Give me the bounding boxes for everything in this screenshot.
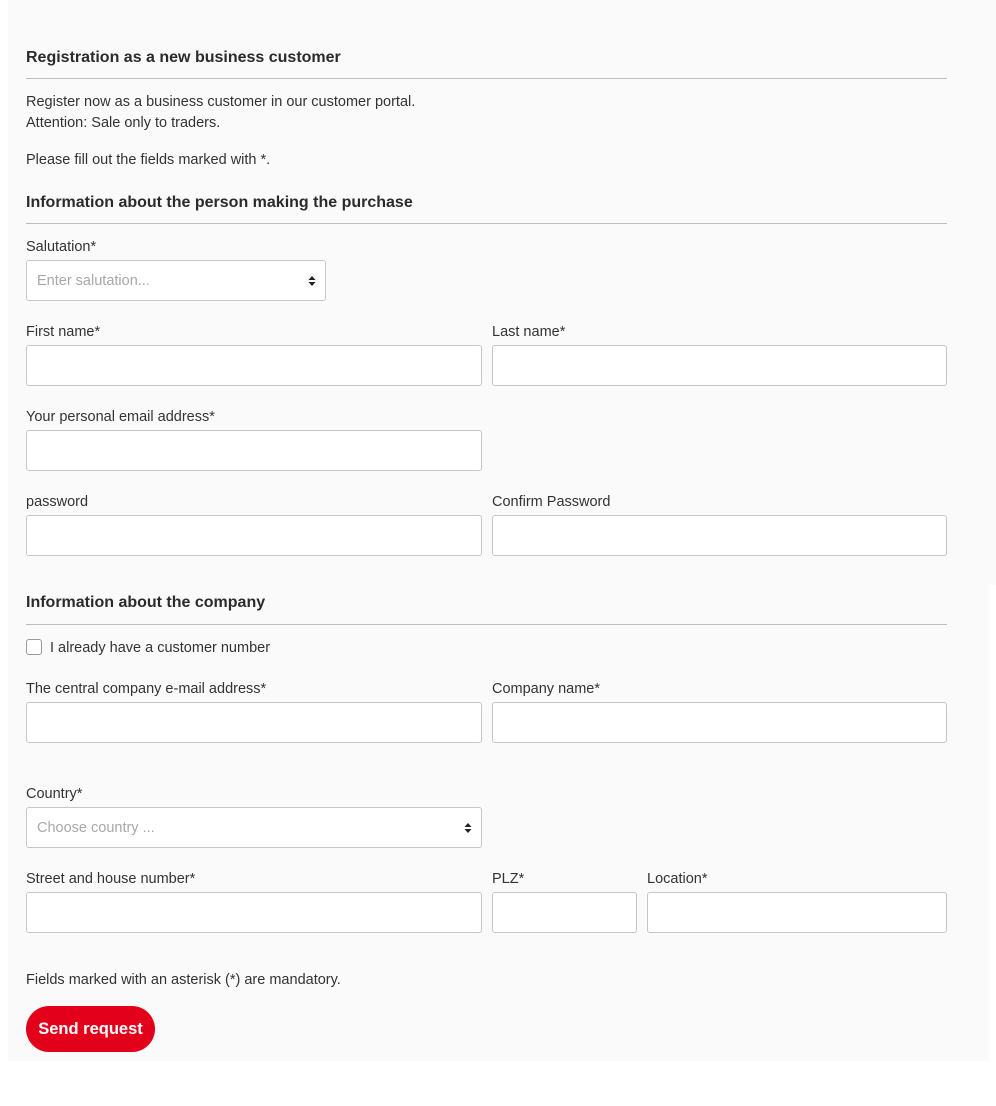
plz-label: PLZ* [492, 871, 525, 887]
customer-number-checkbox[interactable] [26, 639, 42, 655]
divider [26, 78, 947, 79]
person-section-title: Information about the person making the purchase [26, 194, 413, 211]
company-email-input[interactable] [26, 702, 482, 743]
confirm-password-label: Confirm Password [492, 494, 611, 510]
customer-number-checkbox-label[interactable]: I already have a customer number [50, 640, 271, 656]
last-name-input[interactable] [492, 345, 947, 386]
company-name-label: Company name* [492, 681, 600, 697]
intro-text-1: Register now as a business customer in our customer portal. [26, 94, 416, 110]
sort-arrows-icon [308, 274, 316, 288]
company-name-input[interactable] [492, 702, 947, 743]
street-label: Street and house number* [26, 871, 196, 887]
password-input[interactable] [26, 515, 482, 556]
divider [26, 624, 947, 625]
company-section-title: Information about the company [26, 594, 266, 611]
first-name-input[interactable] [26, 345, 482, 386]
company-email-label: The central company e-mail address* [26, 681, 267, 697]
confirm-password-input[interactable] [492, 515, 947, 556]
password-label: password [26, 494, 89, 510]
salutation-placeholder: Enter salutation... [37, 272, 150, 289]
send-request-button[interactable]: Send request [26, 1006, 155, 1052]
country-label: Country* [26, 786, 83, 802]
registration-title: Registration as a new business customer [26, 49, 341, 66]
salutation-label: Salutation* [26, 239, 97, 255]
salutation-select[interactable] [26, 260, 326, 301]
country-select[interactable] [26, 807, 482, 848]
location-input[interactable] [647, 892, 947, 933]
sort-arrows-icon [464, 821, 472, 835]
intro-text-2: Attention: Sale only to traders. [26, 115, 221, 131]
email-input[interactable] [26, 430, 482, 471]
required-fields-note: Please fill out the fields marked with *. [26, 152, 271, 168]
mandatory-note: Fields marked with an asterisk (*) are mandatory. [26, 972, 341, 988]
email-label: Your personal email address* [26, 409, 215, 425]
first-name-label: First name* [26, 324, 101, 340]
divider [26, 223, 947, 224]
last-name-label: Last name* [492, 324, 566, 340]
country-placeholder: Choose country ... [37, 819, 155, 836]
plz-input[interactable] [492, 892, 637, 933]
location-label: Location* [647, 871, 708, 887]
street-input[interactable] [26, 892, 482, 933]
